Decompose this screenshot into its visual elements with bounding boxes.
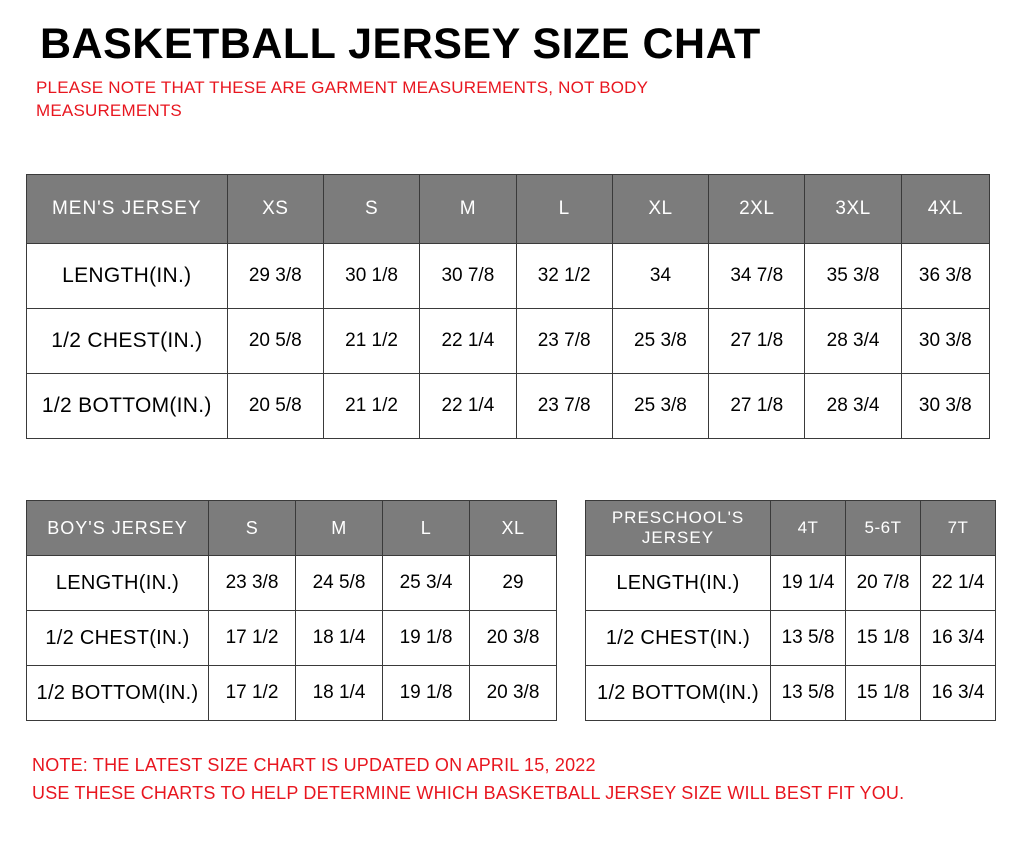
preschool-header-5-6t: 5-6T	[846, 501, 921, 556]
table-cell: 22 1/4	[420, 309, 516, 374]
mens-header-4xl: 4XL	[901, 175, 989, 244]
table-cell: 27 1/8	[709, 309, 805, 374]
table-cell: 22 1/4	[921, 556, 996, 611]
mens-header-l: L	[516, 175, 612, 244]
boys-row-label-chest: 1/2 CHEST(IN.)	[27, 611, 209, 666]
table-cell: 28 3/4	[805, 309, 901, 374]
table-cell: 27 1/8	[709, 374, 805, 439]
boys-row-label-bottom: 1/2 BOTTOM(IN.)	[27, 666, 209, 721]
garment-measurement-note: PLEASE NOTE THAT THESE ARE GARMENT MEASUREMENTS, NOT BODY MEASUREMENTS	[36, 78, 648, 121]
table-cell: 20 5/8	[227, 309, 323, 374]
table-row	[27, 244, 990, 309]
boys-header-s: S	[209, 501, 296, 556]
preschool-jersey-size-table	[585, 500, 996, 721]
table-cell: 30 7/8	[420, 244, 516, 309]
preschool-row-label-bottom: 1/2 BOTTOM(IN.)	[586, 666, 771, 721]
table-header-row	[586, 501, 996, 556]
table-header-row	[27, 501, 557, 556]
table-cell: 20 3/8	[470, 666, 557, 721]
mens-header-s: S	[323, 175, 419, 244]
preschool-header-7t: 7T	[921, 501, 996, 556]
table-cell: 16 3/4	[921, 611, 996, 666]
table-cell: 25 3/8	[612, 309, 708, 374]
table-cell: 18 1/4	[296, 666, 383, 721]
mens-row-label-bottom: 1/2 BOTTOM(IN.)	[27, 374, 228, 439]
table-cell: 23 7/8	[516, 309, 612, 374]
table-cell: 34	[612, 244, 708, 309]
boys-header-xl: XL	[470, 501, 557, 556]
bottom-tables-row	[26, 500, 994, 721]
mens-jersey-size-table	[26, 174, 990, 439]
table-cell: 25 3/4	[383, 556, 470, 611]
table-cell: 35 3/8	[805, 244, 901, 309]
preschool-header-4t: 4T	[771, 501, 846, 556]
table-cell: 24 5/8	[296, 556, 383, 611]
table-cell: 21 1/2	[323, 309, 419, 374]
table-cell: 29	[470, 556, 557, 611]
table-cell: 21 1/2	[323, 374, 419, 439]
table-cell: 19 1/8	[383, 611, 470, 666]
table-cell: 36 3/8	[901, 244, 989, 309]
table-cell: 18 1/4	[296, 611, 383, 666]
table-row	[27, 666, 557, 721]
table-row	[27, 556, 557, 611]
boys-jersey-size-table	[26, 500, 557, 721]
table-cell: 20 7/8	[846, 556, 921, 611]
table-cell: 23 7/8	[516, 374, 612, 439]
preschool-header-label: PRESCHOOL'S JERSEY	[586, 501, 771, 556]
mens-header-xl: XL	[612, 175, 708, 244]
table-row	[27, 309, 990, 374]
mens-header-3xl: 3XL	[805, 175, 901, 244]
table-cell: 29 3/8	[227, 244, 323, 309]
table-cell: 28 3/4	[805, 374, 901, 439]
table-cell: 32 1/2	[516, 244, 612, 309]
table-cell: 30 3/8	[901, 309, 989, 374]
table-cell: 13 5/8	[771, 611, 846, 666]
table-cell: 15 1/8	[846, 611, 921, 666]
table-cell: 17 1/2	[209, 666, 296, 721]
page-title: BASKETBALL JERSEY SIZE CHAT	[40, 20, 761, 68]
mens-row-label-length: LENGTH(IN.)	[27, 244, 228, 309]
table-cell: 16 3/4	[921, 666, 996, 721]
table-row	[586, 666, 996, 721]
table-cell: 19 1/4	[771, 556, 846, 611]
footer-note-usage: USE THESE CHARTS TO HELP DETERMINE WHICH BASKETBALL JERSEY SIZE WILL BEST FIT YOU.	[32, 782, 905, 803]
table-cell: 30 1/8	[323, 244, 419, 309]
boys-header-m: M	[296, 501, 383, 556]
table-cell: 30 3/8	[901, 374, 989, 439]
footer-notes	[32, 752, 904, 808]
table-cell: 13 5/8	[771, 666, 846, 721]
table-cell: 17 1/2	[209, 611, 296, 666]
table-row	[586, 556, 996, 611]
mens-header-2xl: 2XL	[709, 175, 805, 244]
mens-header-xs: XS	[227, 175, 323, 244]
table-row	[27, 611, 557, 666]
table-header-row	[27, 175, 990, 244]
boys-header-l: L	[383, 501, 470, 556]
footer-note-updated: NOTE: THE LATEST SIZE CHART IS UPDATED ON APRIL 15, 2022	[32, 755, 596, 775]
mens-header-label: MEN'S JERSEY	[27, 175, 228, 244]
table-cell: 25 3/8	[612, 374, 708, 439]
mens-header-m: M	[420, 175, 516, 244]
table-cell: 22 1/4	[420, 374, 516, 439]
table-cell: 20 5/8	[227, 374, 323, 439]
mens-row-label-chest: 1/2 CHEST(IN.)	[27, 309, 228, 374]
table-cell: 20 3/8	[470, 611, 557, 666]
table-cell: 23 3/8	[209, 556, 296, 611]
preschool-row-label-chest: 1/2 CHEST(IN.)	[586, 611, 771, 666]
table-row	[586, 611, 996, 666]
boys-row-label-length: LENGTH(IN.)	[27, 556, 209, 611]
table-cell: 19 1/8	[383, 666, 470, 721]
table-cell: 15 1/8	[846, 666, 921, 721]
table-row	[27, 374, 990, 439]
preschool-row-label-length: LENGTH(IN.)	[586, 556, 771, 611]
boys-header-label: BOY'S JERSEY	[27, 501, 209, 556]
table-cell: 34 7/8	[709, 244, 805, 309]
